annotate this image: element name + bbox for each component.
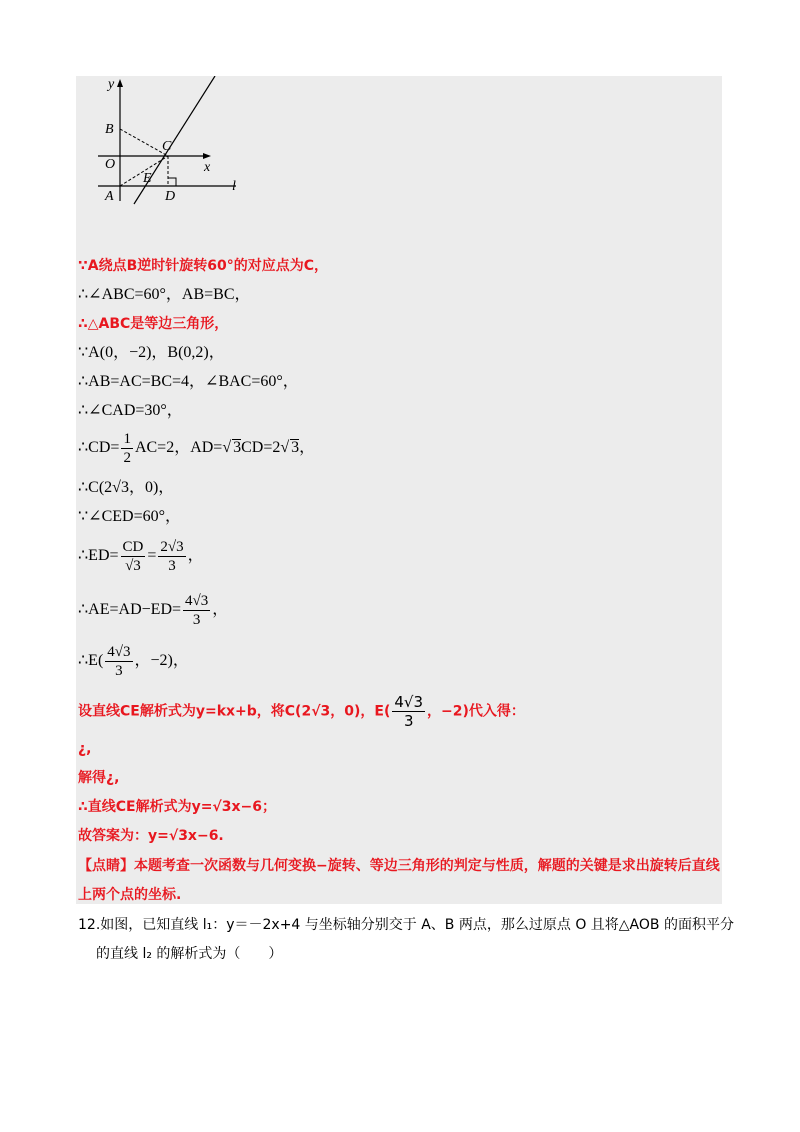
coordinate-figure [98,76,268,206]
cd-suffix: CD=2 [241,439,281,457]
solution-line-12 [78,643,189,680]
label-y: y [108,77,115,92]
ed-den: √3 [125,558,141,574]
solution-line-1: ∵A绕点B逆时针旋转60°的对应点为C， [78,258,329,274]
ae-prefix: ∴AE=AD−ED= [78,601,182,619]
solution-line-10: ∴ED= $\frac{CD}{√3}$ = $\frac{2√3}{3}$ ， [78,539,204,574]
e-fraction [105,643,132,680]
ed-num2: 2√3 [160,539,184,555]
sqrt3-b: √ 3， [280,439,316,457]
e-prefix: ∴E( [78,652,104,670]
solution-line-8: ∴C(2√3，0)， [78,479,175,496]
question-12-line-1: 12.如图，已知直线 l₁：y＝－2x+4 与坐标轴分别交于 A、B 两点，那么过原点 O 且将△AOB 的面积平分 [78,917,734,933]
sqrt3-a: √ 3 [222,439,242,457]
solution-line-14: ¿, [78,741,92,757]
solution-line-5: ∴AB=AC=BC=4，∠BAC=60°， [78,373,299,390]
label-l: l [232,179,236,194]
label-b: B [105,122,114,137]
ed-prefix: ∴ED= [78,547,119,565]
ce-fraction [392,693,425,730]
label-x: x [204,160,211,175]
answer-line: 故答案为：y=√3x−6. [78,828,224,844]
e-num: 4√3 [107,644,131,660]
solution-line-11: ∴AE=AD−ED= $\frac{4√3}{3}$ ， [78,593,229,628]
half-den: 2 [123,450,131,466]
cd-prefix: ∴CD= [78,439,120,457]
ce-num: 4√3 [394,693,424,711]
ed-fraction-2 [158,538,185,575]
ce-den: 3 [403,712,414,730]
ae-num: 4√3 [185,593,209,609]
ce-suffix: ，−2)代入得： [427,703,525,720]
solution-line-7 [78,430,315,467]
label-e: E [143,171,152,186]
ed-num: CD [122,539,144,555]
label-c: C [162,139,172,154]
solution-line-2: ∴∠ABC=60°，AB=BC， [78,286,251,303]
cd-middle: AC=2，AD= [134,439,223,457]
label-o: O [105,157,116,172]
ae-den: 3 [192,612,201,628]
ce-prefix: 设直线CE解析式为y=kx+b，将C(2√3，0)，E( [78,703,391,720]
solution-line-15: 解得¿, [78,770,120,786]
solution-line-6: ∴∠CAD=30°， [78,402,183,419]
e-suffix: ，−2)， [134,652,189,670]
solution-line-3: ∴△ABC是等边三角形， [78,316,229,332]
half-num: 1 [123,431,131,447]
ed-den2: 3 [168,558,176,574]
solution-line-13 [78,693,525,730]
solution-line-4: ∵A(0，−2)，B(0,2)， [78,344,225,361]
question-12-line-2: 的直线 l₂ 的解析式为（ ） [96,946,283,962]
comment-line-1: 【点睛】本题考查一次函数与几何变换−旋转、等边三角形的判定与性质，解题的关键是求出旋转后直线 [78,858,720,874]
comment-line-2: 上两个点的坐标. [78,887,182,903]
label-a: A [105,189,114,204]
ed-fraction-1 [121,538,146,575]
solution-line-16: ∴直线CE解析式为y=√3x−6； [78,799,277,815]
label-d: D [165,189,176,204]
solution-line-9: ∵∠CED=60°， [78,508,182,525]
ae-fraction [183,592,210,629]
e-den: 3 [115,663,123,679]
half-fraction [121,430,133,467]
